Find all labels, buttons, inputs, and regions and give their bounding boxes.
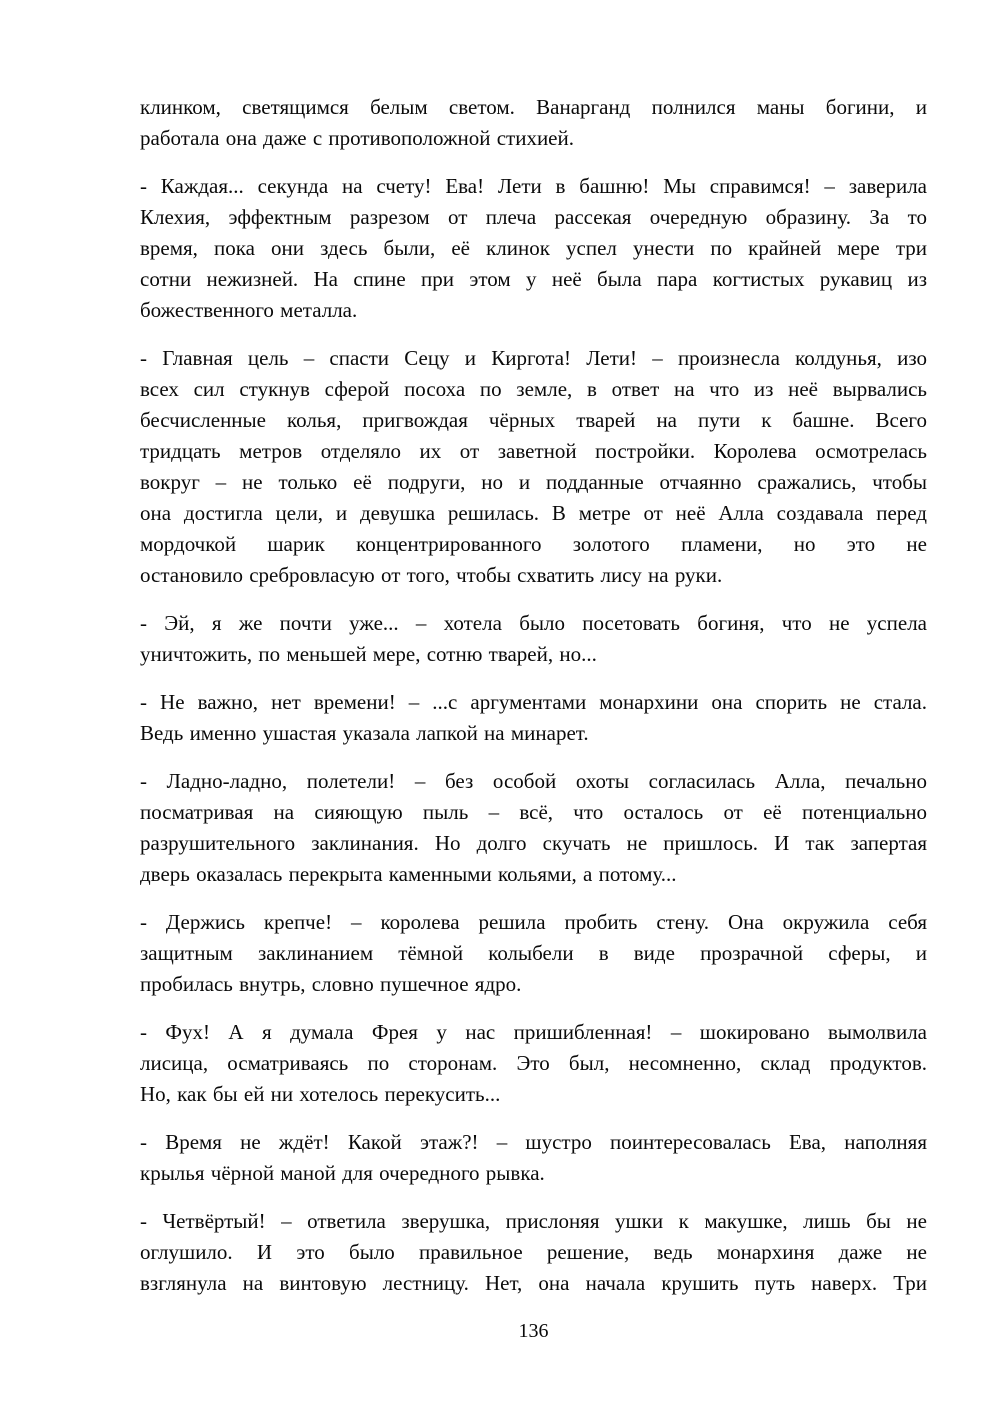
text-line: Клехия, эффектным разрезом от плеча рассекая очередную образину. За то bbox=[140, 205, 927, 229]
text-line: лисица, осматриваясь по сторонам. Это был, несомненно, склад продуктов. bbox=[140, 1051, 927, 1075]
text-line: посматривая на сияющую пыль – всё, что осталось от её потенциально bbox=[140, 800, 927, 824]
paragraph bbox=[140, 1206, 927, 1299]
text-line: - Ладно-ладно, полетели! – без особой охоты согласилась Алла, печально bbox=[140, 769, 927, 793]
text-line: защитным заклинанием тёмной колыбели в виде прозрачной сферы, и bbox=[140, 941, 927, 965]
text-line: Но, как бы ей ни хотелось перекусить... bbox=[140, 1082, 501, 1106]
text-line: взглянула на винтовую лестницу. Нет, она начала крушить путь наверх. Три bbox=[140, 1271, 927, 1295]
text-line: - Каждая... секунда на счету! Ева! Лети в башню! Мы справимся! – заверила bbox=[140, 174, 927, 198]
text-line: время, пока они здесь были, её клинок успел унести по крайней мере три bbox=[140, 236, 927, 260]
text-line: остановило сребровласую от того, чтобы схватить лису на руки. bbox=[140, 563, 723, 587]
paragraph bbox=[140, 766, 927, 890]
text-line: божественного металла. bbox=[140, 298, 358, 322]
paragraph bbox=[140, 1127, 927, 1189]
paragraph bbox=[140, 92, 927, 154]
text-line: - Главная цель – спасти Сецу и Киргота! Лети! – произнесла колдунья, изо bbox=[140, 346, 927, 370]
text-line: пробилась внутрь, словно пушечное ядро. bbox=[140, 972, 522, 996]
text-line: - Держись крепче! – королева решила пробить стену. Она окружила себя bbox=[140, 910, 927, 934]
text-line: дверь оказалась перекрыта каменными кольями, а потому... bbox=[140, 862, 677, 886]
text-line: разрушительного заклинания. Но долго скучать не пришлось. И так запертая bbox=[140, 831, 927, 855]
text-line: - Время не ждёт! Какой этаж?! – шустро поинтересовалась Ева, наполняя bbox=[140, 1130, 927, 1154]
paragraph bbox=[140, 907, 927, 1000]
text-line: Ведь именно ушастая указала лапкой на минарет. bbox=[140, 721, 589, 745]
text-line: бесчисленные колья, пригвождая чёрных тварей на пути к башне. Всего bbox=[140, 408, 927, 432]
text-line: работала она даже с противоположной стихией. bbox=[140, 126, 574, 150]
text-line: сотни нежизней. На спине при этом у неё была пара когтистых рукавиц из bbox=[140, 267, 927, 291]
text-line: - Эй, я же почти уже... – хотела было посетовать богиня, что не успела bbox=[140, 611, 927, 635]
text-line: крылья чёрной маной для очередного рывка. bbox=[140, 1161, 545, 1185]
page-text bbox=[140, 92, 927, 1299]
text-line: - Четвёртый! – ответила зверушка, прислоняя ушки к макушке, лишь бы не bbox=[140, 1209, 927, 1233]
text-line: мордочкой шарик концентрированного золотого пламени, но это не bbox=[140, 532, 927, 556]
text-line: клинком, светящимся белым светом. Ванарганд полнился маны богини, и bbox=[140, 95, 927, 119]
paragraph bbox=[140, 343, 927, 591]
text-line: - Не важно, нет времени! – ...с аргументами монархини она спорить не стала. bbox=[140, 690, 927, 714]
text-line: вокруг – не только её подруги, но и подданные отчаянно сражались, чтобы bbox=[140, 470, 927, 494]
page-number: 136 bbox=[518, 1320, 549, 1342]
text-line: тридцать метров отделяло их от заветной постройки. Королева осмотрелась bbox=[140, 439, 927, 463]
text-line: оглушило. И это было правильное решение, ведь монархиня даже не bbox=[140, 1240, 927, 1264]
paragraph bbox=[140, 171, 927, 326]
paragraph bbox=[140, 1017, 927, 1110]
text-line: уничтожить, по меньшей мере, сотню тварей, но... bbox=[140, 642, 597, 666]
text-line: она достигла цели, и девушка решилась. В метре от неё Алла создавала перед bbox=[140, 501, 927, 525]
paragraph bbox=[140, 687, 927, 749]
text-line: всех сил стукнув сферой посоха по земле, в ответ на что из неё вырвались bbox=[140, 377, 927, 401]
text-line: - Фух! А я думала Фрея у нас пришибленная! – шокировано вымолвила bbox=[140, 1020, 927, 1044]
paragraph bbox=[140, 608, 927, 670]
